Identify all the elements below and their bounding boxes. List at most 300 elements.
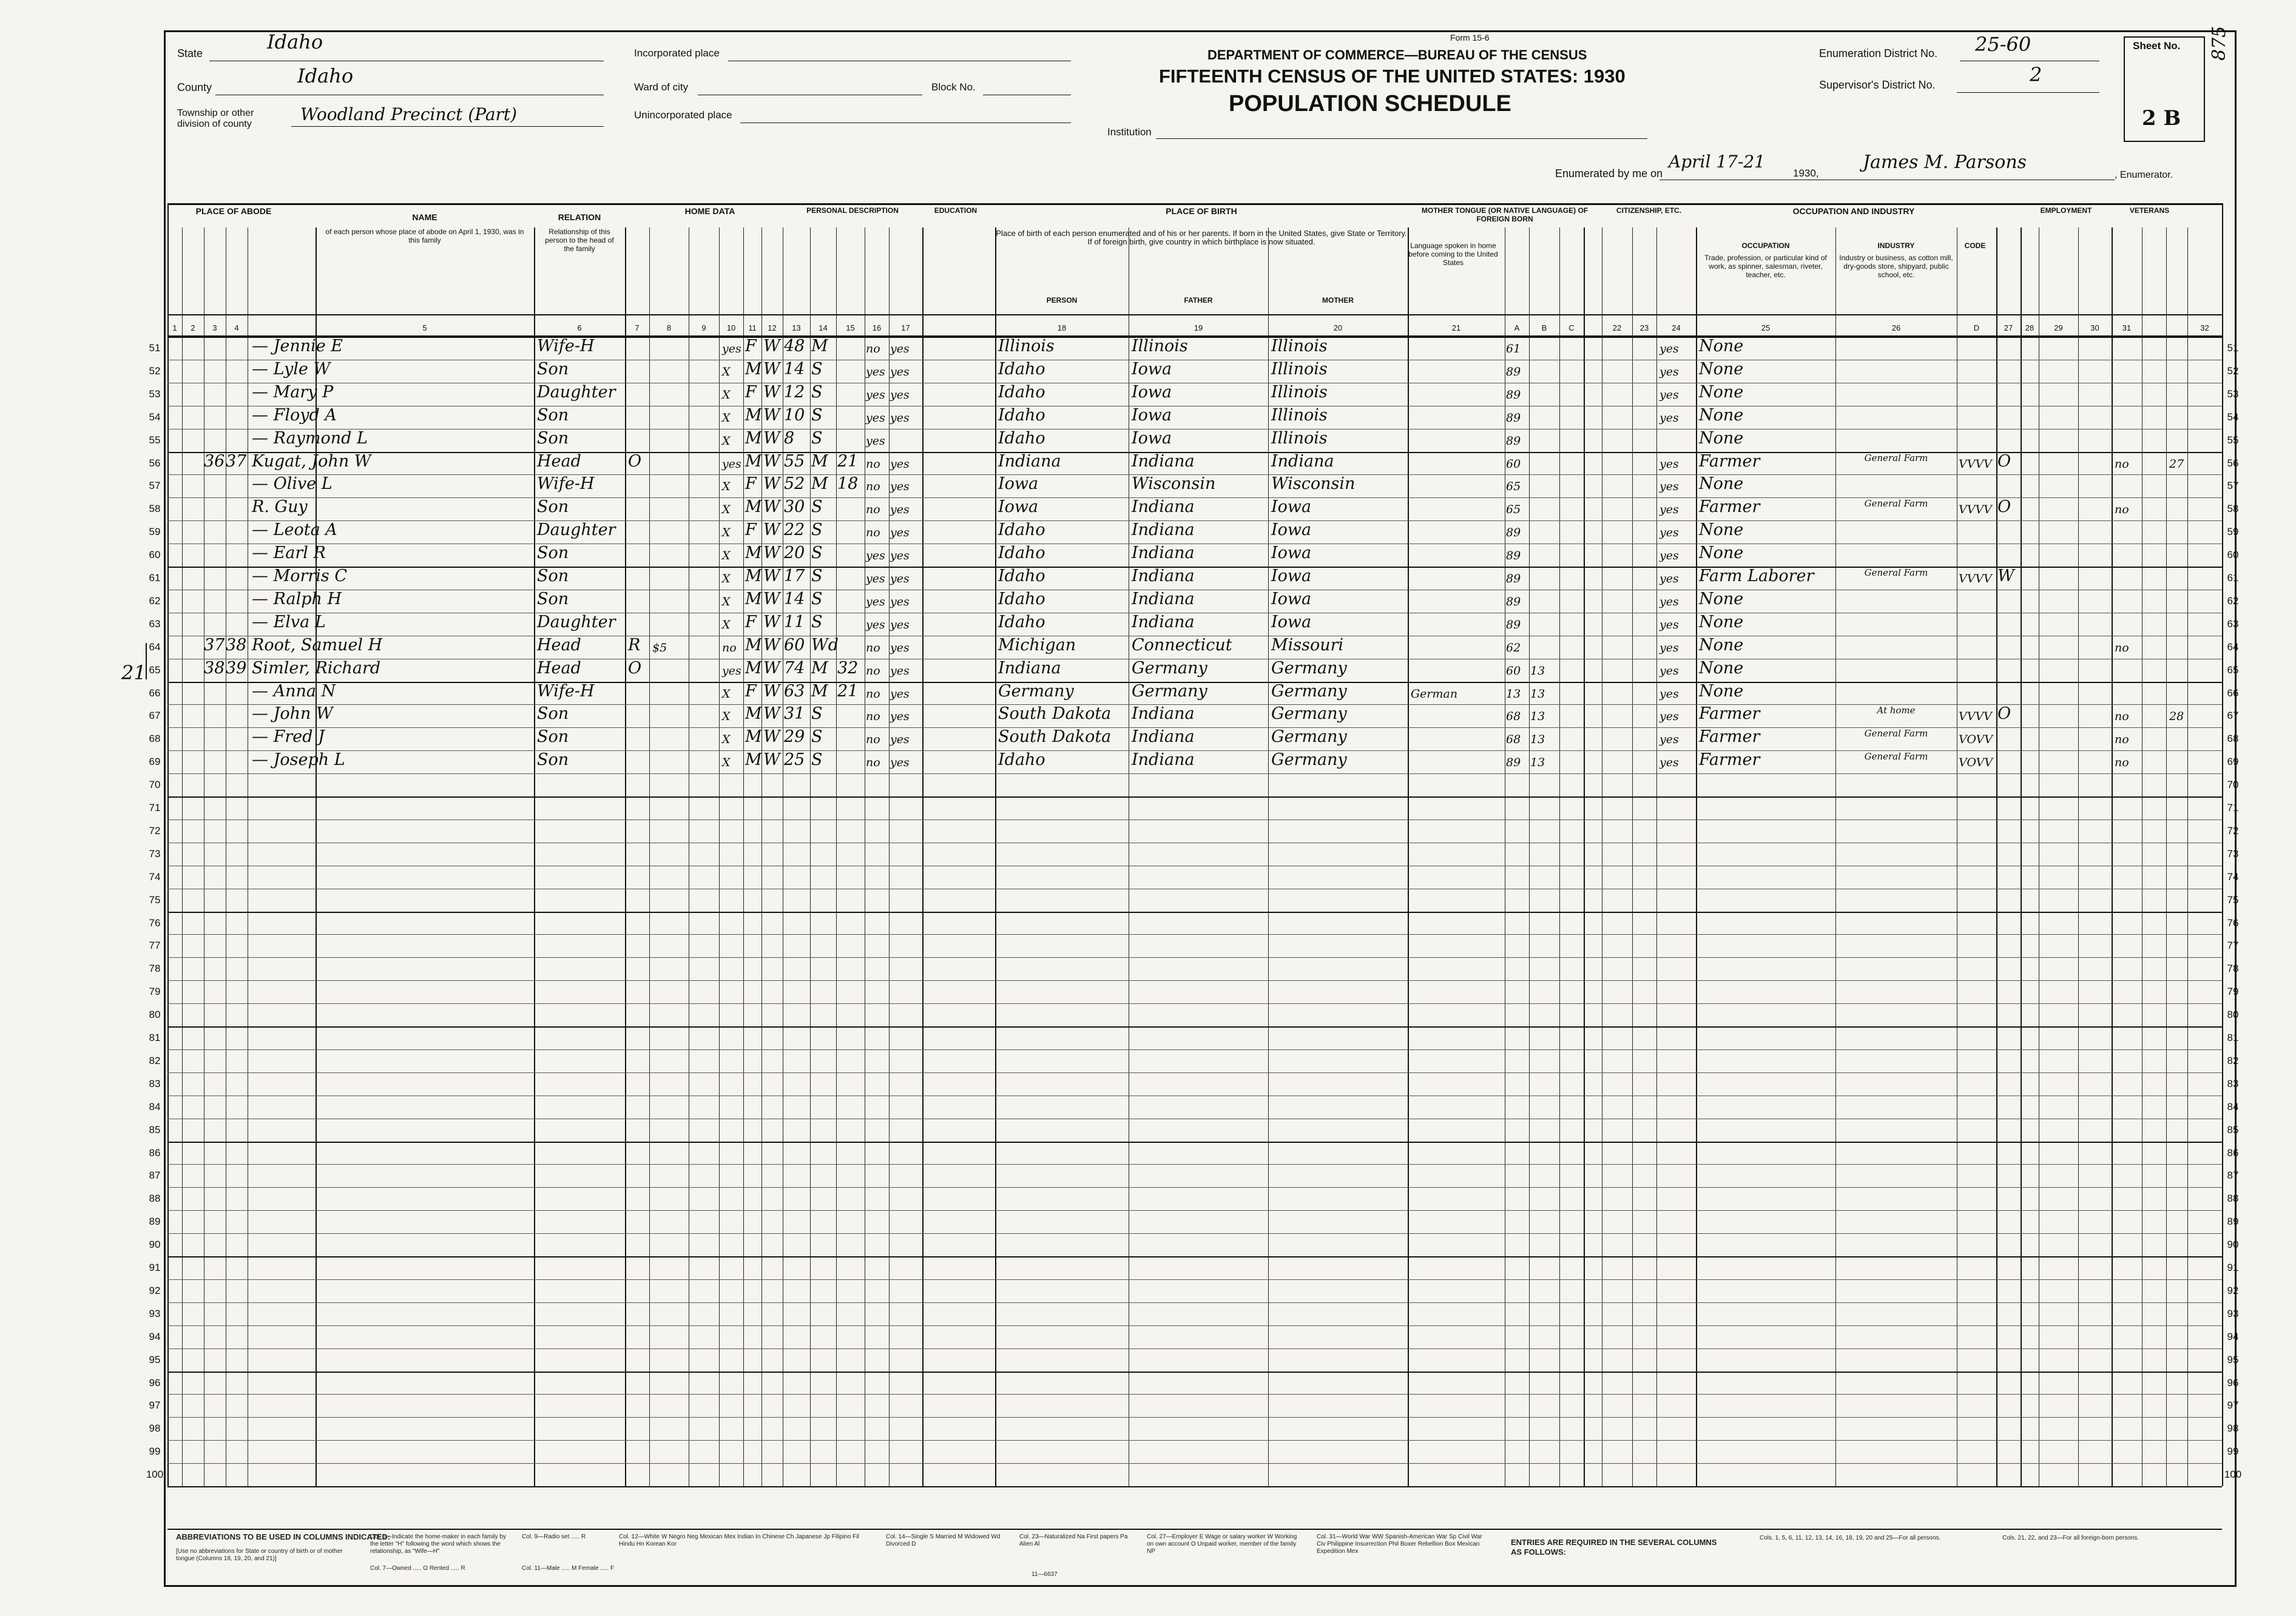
cell-farm: X (722, 733, 731, 747)
column-number: 21 (1451, 323, 1461, 332)
column-number: 5 (422, 323, 427, 332)
row-rule (167, 1325, 2222, 1326)
cell-worker: W (1997, 567, 2014, 585)
cell-sex: M (745, 589, 762, 608)
sheet-label: Sheet No. (2133, 40, 2181, 52)
section-personal-description: PERSONAL DESCRIPTION (806, 206, 899, 215)
cell-value: $5 (652, 641, 667, 655)
cell-age-married: 21 (837, 681, 859, 701)
cell-birth-father: Wisconsin (1132, 474, 1216, 494)
cell-english: yes (1660, 641, 1679, 655)
column-number: 11 (748, 323, 757, 332)
cell-farm: X (722, 526, 731, 540)
column-divider (1584, 227, 1585, 1486)
cell-code-a: 89 (1506, 365, 1521, 379)
cell-age: 60 (784, 635, 805, 655)
row-number: 70 (2227, 779, 2239, 791)
cell-age: 8 (784, 428, 795, 448)
cell-code-b: 13 (1530, 687, 1545, 701)
row-number: 87 (149, 1170, 161, 1182)
row-number: 69 (149, 756, 161, 768)
industry-heading: INDUSTRY (1877, 241, 1915, 250)
cell-owned: R (628, 635, 641, 655)
abbrev-col7: Col. 7—Owned ..... O Rented ..... R (370, 1565, 465, 1572)
cell-vet: no (2115, 457, 2129, 471)
row-rule (167, 1417, 2222, 1418)
cell-relation: Daughter (537, 612, 616, 631)
column-number: 1 (172, 323, 177, 332)
column-divider (1408, 227, 1409, 1486)
column-divider (534, 227, 535, 1486)
cell-industry: General Farm (1864, 452, 1928, 463)
cell-farm: X (722, 756, 731, 770)
cell-name: — Anna N (252, 681, 336, 701)
cell-name: Kugat, John W (252, 451, 371, 471)
cell-sex: F (745, 337, 757, 355)
cell-relation: Son (537, 589, 569, 608)
cell-birth-person: Idaho (998, 567, 1045, 585)
print-number: 11—6637 (1032, 1571, 1058, 1578)
cell-age: 11 (784, 612, 805, 631)
abbrev-col31: Col. 31—World War WW Spanish-American War Sp Civil War Civ Philippine Insurrection Phil Boxer Rebellion Box Mexican Expedition Mex (1317, 1534, 1482, 1555)
cell-code-b: 13 (1530, 664, 1545, 678)
column-number: 20 (1333, 323, 1343, 332)
cell-english: yes (1660, 503, 1679, 517)
cell-relation: Daughter (537, 520, 616, 540)
cell-sex: M (745, 658, 762, 678)
row-rule (167, 1256, 2222, 1257)
cell-birth-person: Idaho (998, 544, 1045, 563)
cell-age: 17 (784, 567, 805, 585)
census-title: FIFTEENTH CENSUS OF THE UNITED STATES: 1930 (1159, 66, 1626, 87)
column-divider (1529, 227, 1530, 1486)
column-number: 8 (666, 323, 672, 332)
column-divider (2187, 227, 2188, 1486)
state-label: State (177, 47, 203, 59)
incorporated-label: Incorporated place (634, 47, 720, 59)
row-rule (167, 912, 2222, 913)
column-number: 15 (846, 323, 855, 332)
cell-race: W (763, 497, 780, 517)
cell-owned: O (628, 658, 642, 678)
cell-relation: Son (537, 750, 569, 770)
row-number: 95 (2227, 1353, 2239, 1365)
row-number: 82 (149, 1054, 161, 1066)
row-number: 58 (2227, 503, 2239, 515)
cell-name: — Elva L (252, 612, 326, 631)
cell-birth-mother: Iowa (1271, 589, 1312, 608)
row-rule (167, 1049, 2222, 1050)
cell-marital: S (811, 567, 823, 585)
cell-farm: X (722, 411, 731, 425)
cell-code-a: 65 (1506, 503, 1521, 517)
cell-code-a: 89 (1506, 594, 1521, 608)
cell-occupation: None (1699, 612, 1744, 631)
column-divider (2166, 227, 2167, 1486)
row-number: 88 (2227, 1193, 2239, 1205)
cell-birth-father: Indiana (1132, 612, 1195, 631)
column-divider (836, 227, 837, 1486)
cell-vet: no (2115, 641, 2129, 655)
cell-birth-father: Germany (1132, 681, 1207, 701)
cell-occ-code: VVVV (1959, 457, 1992, 471)
row-number: 90 (2227, 1239, 2239, 1251)
cell-english: yes (1660, 664, 1679, 678)
cell-age-married: 21 (837, 451, 859, 471)
birth-note: Place of birth of each person enumerated and of his or her parents. If born in the United States, give State or Territory. If of foreign birth, give country in which birthplace is now situated. (996, 229, 1407, 246)
cell-birth-father: Germany (1132, 658, 1207, 678)
column-divider (889, 227, 890, 1486)
cell-code-b: 13 (1530, 710, 1545, 724)
row-number: 98 (149, 1422, 161, 1435)
row-rule (167, 1003, 2222, 1004)
column-divider (2112, 227, 2113, 1486)
cell-read-write: yes (890, 549, 910, 563)
cell-english: yes (1660, 388, 1679, 402)
cell-occupation: None (1699, 405, 1744, 425)
cell-name: — Jennie E (252, 337, 343, 355)
margin-note: 21 (121, 661, 146, 684)
row-number: 57 (149, 480, 161, 492)
cell-marital: S (811, 727, 823, 747)
abbrev-col12: Col. 12—White W Negro Neg Mexican Mex Indian In Chinese Ch Japanese Jp Filipino Fil Hindu Hn Korean Kor (619, 1534, 859, 1547)
row-number: 65 (2227, 664, 2239, 676)
abbrev-col6: Col. 6—Indicate the home-maker in each family by the letter "H" following the word which shows the relationship, as "Wife—H" (370, 1534, 506, 1555)
cell-sex: F (745, 681, 757, 701)
row-number: 77 (149, 940, 161, 952)
cell-relation: Wife-H (537, 474, 595, 494)
row-number: 61 (149, 572, 161, 584)
cell-birth-mother: Illinois (1271, 405, 1328, 425)
row-number: 84 (2227, 1100, 2239, 1113)
sheet-value: 2 B (2142, 106, 2181, 130)
cell-english: yes (1660, 411, 1679, 425)
cell-occupation: None (1699, 382, 1744, 402)
section-mother-tongue: MOTHER TONGUE (OR NATIVE LANGUAGE) OF FOREIGN BORN (1421, 206, 1589, 223)
column-number: 26 (1891, 323, 1901, 332)
cell-code-a: 65 (1506, 480, 1521, 494)
cell-occupation: Farmer (1699, 497, 1760, 517)
row-rule (167, 1233, 2222, 1234)
cell-relation: Wife-H (537, 337, 595, 355)
cell-marital: M (811, 451, 828, 471)
cell-farm-sched: 27 (2169, 457, 2184, 471)
cell-occupation: None (1699, 635, 1744, 655)
cell-relation: Son (537, 428, 569, 448)
cell-name: — Fred J (252, 727, 325, 747)
name-note: of each person whose place of abode on April 1, 1930, was in this family (325, 227, 524, 244)
occupation-note: Trade, profession, or particular kind of work, as spinner, salesman, riveter, teacher, etc. (1704, 254, 1827, 279)
column-number: 2 (191, 323, 195, 332)
code-heading: CODE (1964, 241, 1986, 250)
cell-read-write: yes (890, 480, 910, 494)
cell-english: yes (1660, 457, 1679, 471)
row-rule (167, 980, 2222, 981)
cell-relation: Wife-H (537, 681, 595, 701)
row-rule (167, 1210, 2222, 1211)
department-heading: DEPARTMENT OF COMMERCE—BUREAU OF THE CENSUS (1207, 47, 1587, 62)
enumerator-name: James M. Parsons (1863, 152, 2027, 173)
cell-sex: M (745, 405, 762, 425)
unincorporated-label: Unincorporated place (634, 109, 732, 121)
row-number: 97 (2227, 1399, 2239, 1412)
cell-name: — Olive L (252, 474, 333, 494)
row-number: 55 (2227, 434, 2239, 446)
cell-birth-mother: Germany (1271, 704, 1347, 724)
cell-age: 22 (784, 520, 805, 540)
section-home-data: HOME DATA (684, 206, 735, 216)
column-number: 31 (2122, 323, 2132, 332)
row-number: 73 (149, 847, 161, 860)
cell-dwelling: 38 (204, 658, 225, 678)
cell-birth-father: Iowa (1132, 428, 1172, 448)
row-number: 92 (149, 1284, 161, 1296)
cell-age: 10 (784, 405, 805, 425)
column-number: 10 (726, 323, 736, 332)
supervisor-district-label: Supervisor's District No. (1819, 79, 1936, 91)
cell-occ-code: VVVV (1959, 503, 1992, 517)
cell-birth-mother: Iowa (1271, 544, 1312, 563)
cell-race: W (763, 612, 780, 631)
row-number: 92 (2227, 1284, 2239, 1296)
cell-birth-father: Indiana (1132, 727, 1195, 747)
row-number: 81 (2227, 1032, 2239, 1043)
cell-code-a: 89 (1506, 434, 1521, 448)
cell-age: 74 (784, 658, 805, 678)
cell-birth-mother: Missouri (1271, 635, 1344, 655)
cell-farm: X (722, 434, 731, 448)
institution-line (1156, 138, 1647, 139)
section-education: EDUCATION (934, 206, 977, 215)
row-number: 99 (149, 1446, 161, 1458)
row-number: 65 (149, 664, 161, 676)
cell-read-write: yes (890, 687, 910, 701)
row-number: 62 (149, 594, 161, 607)
cell-birth-person: Iowa (998, 497, 1039, 517)
cell-school: no (866, 480, 880, 494)
cell-farm: yes (722, 457, 741, 471)
cell-school: yes (866, 434, 885, 448)
cell-occupation: Farmer (1699, 704, 1760, 724)
cell-race: W (763, 567, 780, 585)
cell-birth-mother: Iowa (1271, 497, 1312, 517)
column-number: 12 (768, 323, 777, 332)
cell-birth-person: Idaho (998, 428, 1045, 448)
mother-heading: MOTHER (1322, 296, 1354, 305)
cell-birth-mother: Germany (1271, 727, 1347, 747)
section-employment: EMPLOYMENT (2040, 206, 2092, 215)
row-number: 99 (2227, 1446, 2239, 1458)
cell-occupation: None (1699, 520, 1744, 540)
cell-birth-mother: Illinois (1271, 382, 1328, 402)
column-divider (1696, 227, 1697, 1486)
cell-english: yes (1660, 480, 1679, 494)
cell-english: yes (1660, 733, 1679, 747)
cell-occ-code: VOVV (1959, 756, 1993, 770)
cell-occupation: None (1699, 359, 1744, 379)
row-number: 70 (149, 779, 161, 791)
cell-race: W (763, 544, 780, 563)
abbrev-col14: Col. 14—Single S Married M Widowed Wd Divorced D (886, 1534, 1001, 1547)
cell-birth-person: Idaho (998, 612, 1045, 631)
cell-worker: O (1997, 451, 2011, 471)
row-rule (167, 1394, 2222, 1395)
cell-english: yes (1660, 549, 1679, 563)
cell-birth-mother: Germany (1271, 750, 1347, 770)
cell-read-write: yes (890, 526, 910, 540)
industry-note: Industry or business, as cotton mill, dry-goods store, shipyard, public school, etc. (1839, 254, 1953, 279)
cell-dwelling: 36 (204, 451, 225, 471)
cell-occ-code: VOVV (1959, 733, 1993, 747)
cell-worker: O (1997, 704, 2011, 724)
column-divider (1559, 227, 1560, 1486)
cell-birth-person: Iowa (998, 474, 1039, 494)
cell-name: — John W (252, 704, 333, 724)
cell-marital: S (811, 497, 823, 517)
cell-birth-person: Idaho (998, 405, 1045, 425)
column-number: 14 (819, 323, 828, 332)
cell-owned: O (628, 451, 642, 471)
abbrev-col9: Col. 9—Radio set ..... R (522, 1534, 586, 1540)
cell-sex: M (745, 567, 762, 585)
cell-code-a: 62 (1506, 641, 1521, 655)
column-divider (810, 227, 811, 1486)
cell-school: yes (866, 594, 885, 608)
column-divider (719, 227, 720, 1486)
cell-vet: no (2115, 710, 2129, 724)
cell-sex: F (745, 474, 757, 494)
enumerated-date: April 17-21 (1669, 152, 1766, 172)
cell-marital: S (811, 520, 823, 540)
row-number: 63 (149, 618, 161, 630)
row-rule (167, 1372, 2222, 1373)
cell-race: W (763, 382, 780, 402)
cell-english: yes (1660, 342, 1679, 355)
entries-a: Cols. 1, 5, 6, 11, 12, 13, 14, 16, 18, 19, 20 and 25—For all persons. (1760, 1535, 1941, 1541)
row-number: 78 (149, 963, 161, 975)
cell-code-a: 68 (1506, 710, 1521, 724)
row-number: 86 (2227, 1146, 2239, 1159)
column-number: 23 (1639, 323, 1649, 332)
cell-industry: General Farm (1864, 751, 1928, 763)
cell-school: yes (866, 618, 885, 631)
block-label: Block No. (931, 81, 976, 93)
column-number: 29 (2054, 323, 2063, 332)
column-number: 27 (2004, 323, 2013, 332)
column-number: C (1568, 323, 1575, 332)
row-number: 66 (2227, 687, 2239, 699)
row-number: 75 (149, 894, 161, 906)
cell-birth-father: Indiana (1132, 520, 1195, 540)
cell-race: W (763, 589, 780, 608)
cell-birth-mother: Iowa (1271, 567, 1312, 585)
row-number: 77 (2227, 940, 2239, 952)
row-number: 98 (2227, 1422, 2239, 1435)
column-number: 17 (901, 323, 910, 332)
row-rule (167, 1348, 2222, 1349)
cell-name: Root, Samuel H (252, 635, 383, 655)
cell-occupation: Farmer (1699, 750, 1760, 770)
stamp-number: 875 (2209, 25, 2230, 61)
cell-school: yes (866, 411, 885, 425)
cell-sex: M (745, 497, 762, 517)
row-number: 96 (2227, 1376, 2239, 1389)
row-number: 68 (149, 733, 161, 745)
row-number: 52 (2227, 365, 2239, 377)
row-number: 67 (149, 710, 161, 722)
township-value: Woodland Precinct (Part) (300, 104, 518, 124)
row-number: 61 (2227, 572, 2239, 584)
cell-marital: S (811, 359, 823, 379)
section-veterans: VETERANS (2129, 206, 2170, 215)
row-number: 62 (2227, 594, 2239, 607)
column-divider (922, 227, 923, 1486)
cell-sex: M (745, 727, 762, 747)
cell-relation: Son (537, 405, 569, 425)
cell-school: no (866, 664, 880, 678)
cell-marital: S (811, 405, 823, 425)
cell-school: no (866, 526, 880, 540)
margin-bracket (146, 643, 183, 679)
cell-birth-person: South Dakota (998, 704, 1112, 724)
row-number: 71 (149, 802, 161, 813)
cell-read-write: yes (890, 641, 910, 655)
row-number: 88 (149, 1193, 161, 1205)
cell-family: 38 (226, 635, 247, 655)
row-rule (167, 1463, 2222, 1464)
row-number: 74 (149, 870, 161, 883)
cell-farm: X (722, 480, 731, 494)
cell-code-a: 89 (1506, 756, 1521, 770)
cell-age: 31 (784, 704, 805, 724)
column-number: 32 (2200, 323, 2209, 332)
row-number: 76 (149, 917, 161, 929)
column-number: 28 (2025, 323, 2034, 332)
cell-relation: Son (537, 497, 569, 517)
person-heading: PERSON (1046, 296, 1078, 305)
cell-birth-father: Indiana (1132, 544, 1195, 563)
cell-code-a: 89 (1506, 618, 1521, 631)
column-number: 25 (1761, 323, 1771, 332)
column-number: 22 (1612, 323, 1622, 332)
cell-farm: no (722, 641, 737, 655)
row-number: 63 (2227, 618, 2239, 630)
cell-family: 37 (226, 451, 247, 471)
cell-farm: X (722, 618, 731, 631)
row-number: 54 (2227, 411, 2239, 423)
row-number: 90 (149, 1239, 161, 1251)
cell-birth-person: Idaho (998, 589, 1045, 608)
cell-occupation: None (1699, 681, 1744, 701)
row-number: 100 (146, 1469, 164, 1481)
row-rule (167, 1440, 2222, 1441)
cell-language: German (1411, 687, 1458, 701)
row-rule (167, 957, 2222, 958)
cell-name: — Ralph H (252, 589, 342, 608)
cell-occupation: None (1699, 589, 1744, 608)
cell-sex: M (745, 704, 762, 724)
column-divider (995, 227, 996, 1486)
cell-sex: M (745, 544, 762, 563)
row-rule (167, 1302, 2222, 1303)
enumerator-label: , Enumerator. (2115, 170, 2173, 180)
row-rule (167, 1486, 2222, 1487)
row-number: 100 (2224, 1469, 2242, 1481)
enumeration-district-value: 25-60 (1975, 33, 2031, 56)
cell-race: W (763, 681, 780, 701)
cell-birth-father: Iowa (1132, 405, 1172, 425)
row-number: 66 (149, 687, 161, 699)
